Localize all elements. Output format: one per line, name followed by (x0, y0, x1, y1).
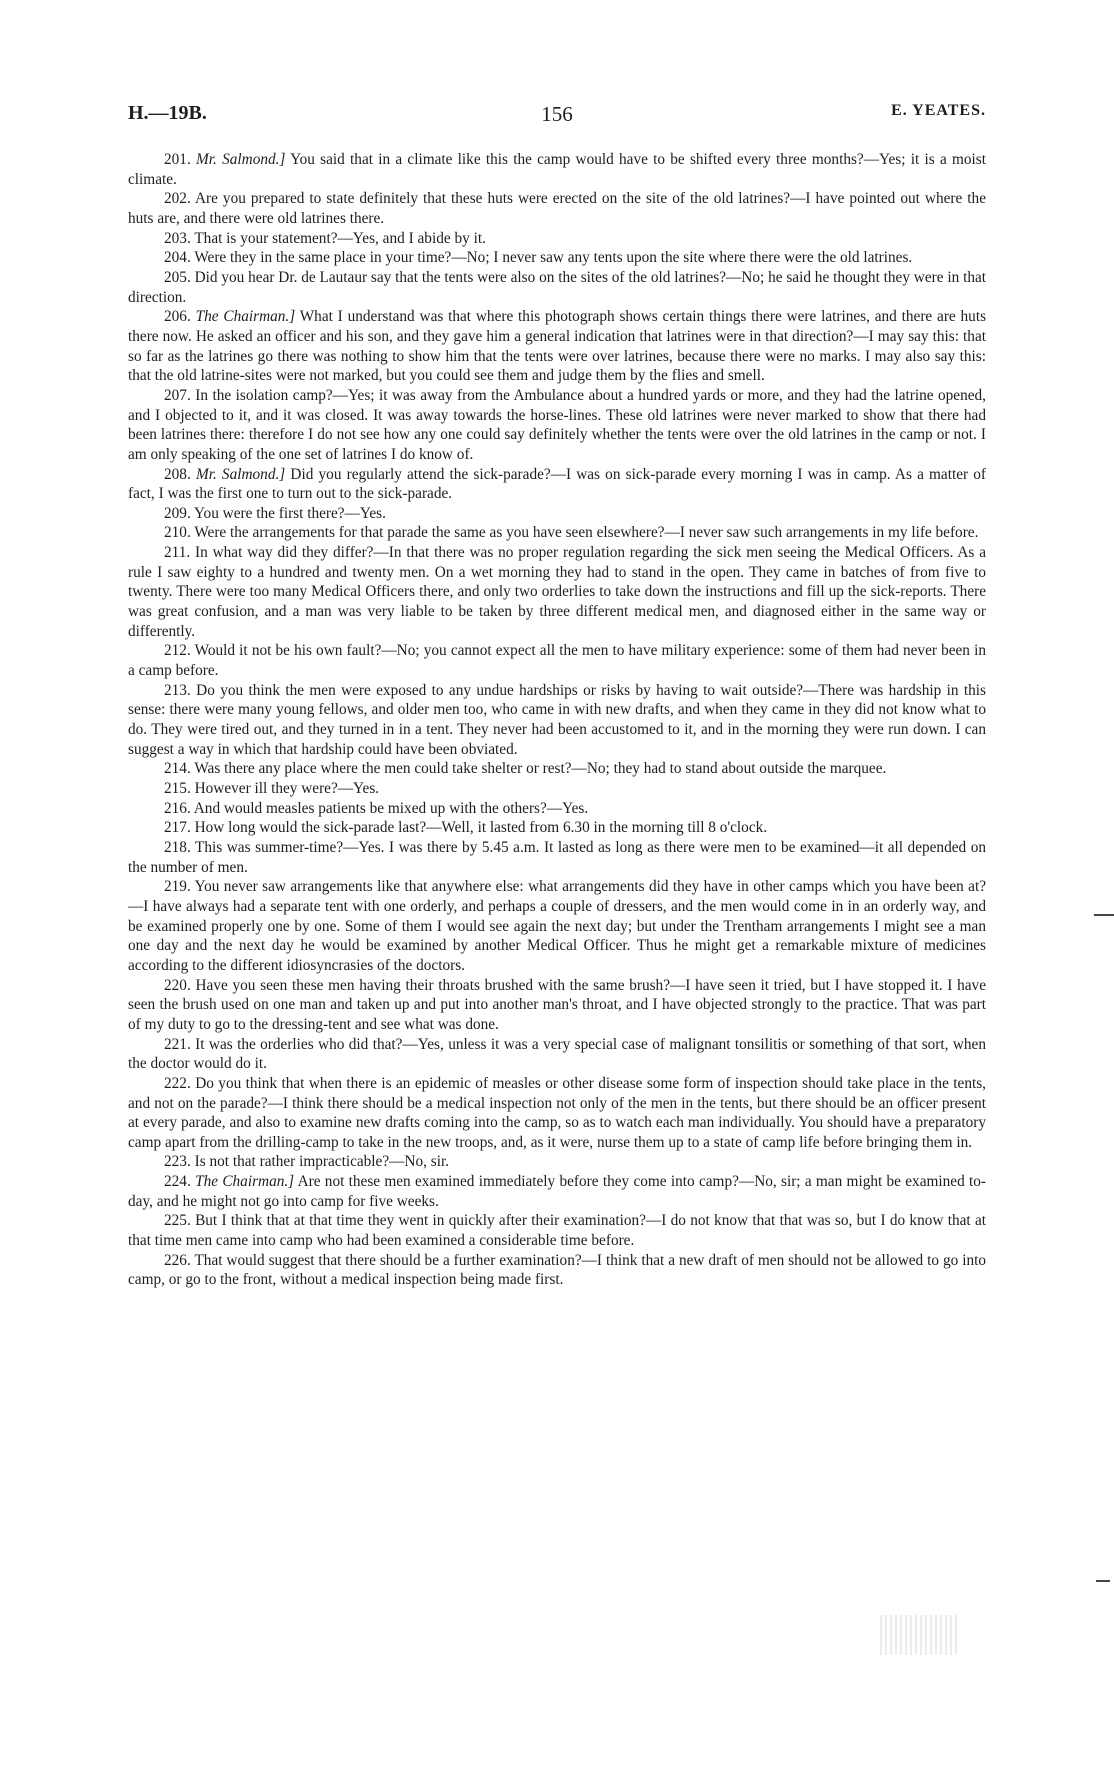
question-number: 223. (164, 1153, 191, 1171)
paragraph-text: Were the arrangements for that parade the same as you have seen elsewhere?—I never saw such arrangements in my life before. (190, 524, 979, 542)
paragraph (128, 976, 986, 1035)
paragraph-text: How long would the sick-parade last?—Well, it lasted from 6.30 in the morning till 8 o'clock. (190, 819, 768, 837)
paragraph (128, 268, 986, 307)
paragraph (128, 877, 986, 975)
paragraph (128, 543, 986, 641)
question-number: 218. (164, 838, 191, 856)
paragraph-text: Are not these men examined immediately before they come into camp?—No, sir; a man might be examined to-day, and he might not go into camp for five weeks. (128, 1173, 986, 1210)
paragraph (128, 229, 986, 249)
speaker: Mr. Salmond.] (195, 465, 286, 483)
paragraph-text: This was summer-time?—Yes. I was there by 5.45 a.m. It lasted as long as there were men to be examined—it all depended on the number of men. (128, 838, 986, 876)
question-number: 212. (164, 642, 191, 660)
question-number: 209. (164, 504, 191, 522)
question-number: 202. (164, 190, 191, 208)
paragraph (128, 1074, 986, 1153)
paragraph-text: Have you seen these men having their throats brushed with the same brush?—I have seen it tried, but I have stopped it. I have seen the brush used on one man and taken up and put into another man's throat, and I have objected strongly to the practice. That was part of my duty to go to the dressing-tent and see what was done. (128, 976, 986, 1033)
paragraph-text: Was there any place where the men could take shelter or rest?—No; they had to stand about outside the marquee. (190, 760, 887, 778)
paragraph-text: Were they in the same place in your time?—No; I never saw any tents upon the site where there were the old latrines. (190, 249, 913, 267)
paragraph (128, 838, 986, 877)
question-number: 213. (164, 681, 191, 699)
paragraph-text: Did you regularly attend the sick-parade?—I was on sick-parade every morning I was in camp. As a matter of fact, I was the first one to turn out to the sick-parade. (128, 465, 987, 503)
paragraph (128, 1172, 986, 1211)
paragraph-text: In what way did they differ?—In that there was no proper regulation regarding the sick men seeing the Medical Officers. As a rule I saw eighty to a hundred and twenty men. On a wet morning they had to stand in the open. They came in batches of from five to twenty. There were too many Medical Officers there, and only two orderlies to take down the instructions and fill up the sick-reports. There was great confusion, and a man was very liable to be taken by three different medical men, and diagnosed either in the same way or differently. (128, 544, 986, 640)
paragraph (128, 1152, 986, 1172)
paragraph-text: It was the orderlies who did that?—Yes, unless it was a very special case of malignant tonsilitis or something of that sort, when the doctor would do it. (128, 1035, 986, 1073)
paragraph-text: Are you prepared to state definitely that these huts were erected on the site of the old latrines?—I have pointed out where the huts are, and there were old latrines there. (128, 190, 986, 227)
paragraph-text: Did you hear Dr. de Lautaur say that the tents were also on the sites of the old latrines?—No; he said he thought they were in that direction. (128, 268, 987, 306)
question-number: 208. (164, 465, 191, 483)
question-number: 222. (164, 1074, 191, 1092)
paragraph (128, 1035, 986, 1074)
paragraph (128, 779, 986, 799)
page-number: 156 (541, 102, 573, 126)
question-number: 216. (164, 799, 191, 817)
paragraph (128, 386, 986, 465)
question-number: 206. (164, 308, 191, 326)
question-number: 211. (164, 544, 191, 562)
paragraph (128, 189, 986, 228)
paragraph (128, 150, 986, 189)
paragraph (128, 799, 986, 819)
question-number: 205. (164, 268, 191, 286)
question-number: 204. (164, 249, 191, 267)
paragraph-text: That is your statement?—Yes, and I abide by it. (190, 229, 486, 247)
question-number: 225. (164, 1212, 191, 1230)
paragraph (128, 523, 986, 543)
question-number: 219. (164, 878, 191, 896)
speaker: Mr. Salmond.] (196, 151, 286, 168)
document-code: H.—19B. (128, 102, 207, 124)
speaker: The Chairman.] (195, 1173, 295, 1191)
paragraph-text: You were the first there?—Yes. (190, 504, 386, 522)
paragraph-text: However ill they were?—Yes. (190, 780, 380, 797)
paragraph (128, 248, 986, 268)
paragraph (128, 504, 986, 524)
paragraph-text: Do you think the men were exposed to any undue hardships or risks by having to wait outside?—There was hardship in this sense: there were many young fellows, and older men too, who came in with new drafts, and when they came in they did not know what to do. They were tired out, and they turned in in a tent. They never had been accustomed to it, and in the morning they were run down. I can suggest a way in which that hardship could have been obviated. (128, 681, 986, 758)
paragraph-text: Is not that rather impracticable?—No, sir. (190, 1153, 450, 1171)
margin-mark (1096, 1580, 1110, 1582)
paragraph (128, 759, 986, 779)
paragraph-text: And would measles patients be mixed up with the others?—Yes. (190, 799, 589, 817)
question-number: 210. (164, 524, 191, 542)
question-number: 207. (164, 386, 191, 404)
question-number: 221. (164, 1035, 191, 1053)
paragraph (128, 818, 986, 838)
paragraph (128, 465, 986, 504)
paragraph (128, 641, 986, 680)
paragraph-text: Would it not be his own fault?—No; you cannot expect all the men to have military experience: some of them had never been in a camp before. (128, 642, 986, 680)
question-number: 226. (164, 1251, 191, 1269)
question-number: 201. (164, 151, 191, 168)
question-number: 220. (164, 976, 191, 994)
question-number: 215. (164, 780, 191, 797)
paragraph-text: You never saw arrangements like that anywhere else: what arrangements did they have in other camps which you have been at?—I have always had a separate tent with one orderly, and perhaps a couple of dressers, and the men would come in in an orderly way, and be examined properly one by one. Some of them I would see again the next day; but under the Trentham arrangements I might see a man one day and the next day he would be examined by another Medical Officer. Thus he might get a remarkable mixture of medicines according to the different idiosyncrasies of the doctors. (128, 878, 986, 974)
paragraph (128, 1211, 986, 1250)
question-number: 203. (164, 229, 191, 247)
page-body (128, 150, 986, 1290)
question-number: 214. (164, 760, 191, 778)
paragraph (128, 1251, 986, 1290)
paragraph-text: What I understand was that where this photograph shows certain things there were latrines, and there are huts there now. He asked an officer and his son, and they gave him a general indication that latrines were in that direction?—I may say this: that so far as the latrines go there was nothing to show him that the tents were over latrines, because there were no marks. I may also say this: that the old latrine-sites were not marked, but you could see them and judge them by the flies and smell. (128, 308, 987, 385)
paragraph (128, 307, 986, 386)
witness-name: E. YEATES. (891, 102, 986, 119)
paragraph-text: But I think that at that time they went in quickly after their examination?—I do not know that that was so, but I do know that at that time men came into camp who had been examined a considerable time before. (128, 1212, 986, 1250)
paragraph-text: You said that in a climate like this the camp would have to be shifted every three months?—Yes; it is a moist climate. (128, 151, 986, 188)
question-number: 224. (164, 1173, 191, 1191)
paragraph-text: Do you think that when there is an epidemic of measles or other disease some form of inspection should take place in the tents, and not on the parade?—I think there should be a medical inspection not only of the men in the tents, but there should be an officer present at every parade, and also to examine new drafts coming into the camp, so as to watch each man individually. You should have a preparatory camp apart from the drilling-camp to take in the new troops, and, as it were, nurse them up to a state of camp life before bringing them in. (128, 1074, 986, 1151)
page-header (128, 102, 986, 132)
paragraph-text: That would suggest that there should be a further examination?—I think that a new draft of men should not be allowed to go into camp, or go to the front, without a medical inspection being made first. (128, 1251, 986, 1289)
margin-mark (1094, 914, 1114, 916)
speaker: The Chairman.] (195, 308, 296, 326)
scan-smudge (880, 1615, 960, 1655)
paragraph-text: In the isolation camp?—Yes; it was away from the Ambulance about a hundred yards or more, and they had the latrine opened, and I objected to it, and it was closed. It was away towards the horse-lines. These old latrines were never marked to show that there had been latrines there: therefore I do not see how any one could say definitely whether the tents were over the old latrines in the camp or not. I am only speaking of the one set of latrines I do know of. (128, 386, 986, 463)
question-number: 217. (164, 819, 191, 837)
paragraph (128, 681, 986, 760)
